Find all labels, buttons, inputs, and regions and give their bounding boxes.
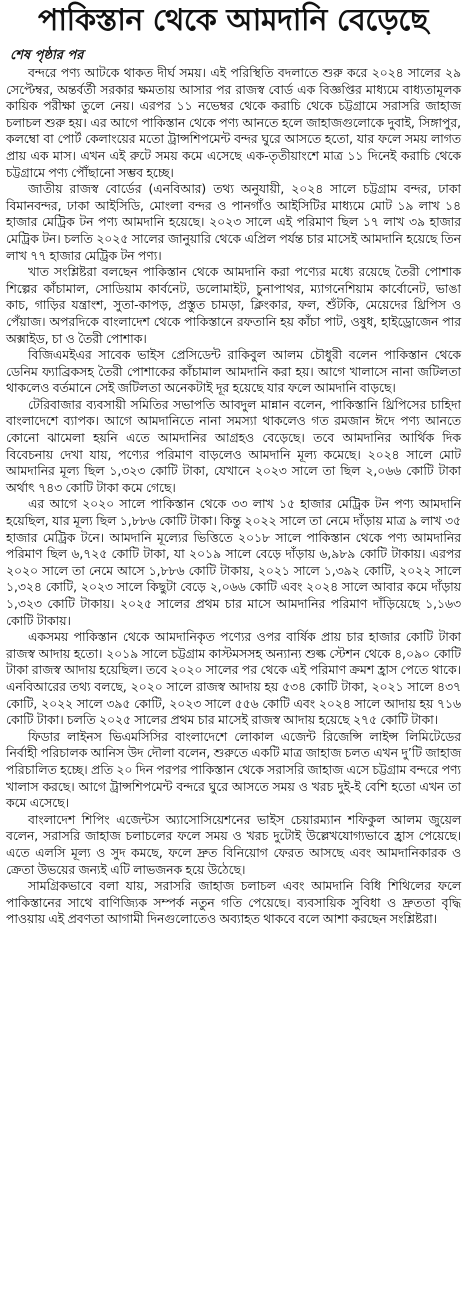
paragraph: খাত সংশ্লিষ্টরা বলছেন পাকিস্তান থেকে আমদানি করা পণ্যের মধ্যে রয়েছে তৈরী পোশাক শিল্পের কাঁচামাল, সোডিয়াম কার্বনেট, ডলোমাইট, চুনাপাথর, ম্যাগনেশিয়াম কার্বোনেট, ভাঙা কাচ, গাড়ির যন্ত্রাংশ, সুতা-কাপড়, প্রস্তুত চামড়া, ক্লিংকার, ফল, শুঁটকি, মেয়েদের থ্রিপিস ও পেঁয়াজ। অপরদিকে বাংলাদেশ থেকে পাকিস্তানে রফতানি হয় কাঁচা পাট, ওষুধ, হাইড্রোজেন পার অক্সাইড, চা ও তৈরী পোশাক। [6, 265, 461, 346]
paragraph: বিজিএমইএর সাবেক ভাইস প্রেসিডেন্ট রাকিবুল আলম চৌধুরী বলেন পাকিস্তান থেকে ডেনিম ফ্যাব্রিকসহ তৈরী পোশাকের কাঁচামাল আমদানি করা হয়। আগে খালাসে নানা জটিলতা থাকলেও বর্তমানে সেই জটিলতা অনেকটাই দূর হয়েছে যার ফলে আমদানি বাড়ছে। [6, 348, 461, 396]
article-body [6, 48, 461, 928]
paragraph: বন্দরে পণ্য আটকে থাকত দীর্ঘ সময়। এই পরিস্থিতি বদলাতে শুরু করে ২০২৪ সালের ২৯ সেপ্টেম্বর, অন্তর্বর্তী সরকার ক্ষমতায় আসার পর রাজস্ব বোর্ড এক বিজ্ঞপ্তির মাধ্যমে বাধ্যতামূলক কায়িক পরীক্ষা তুলে নেয়। এরপর ১১ নভেম্বর থেকে করাচি থেকে চট্টগ্রামে সরাসরি জাহাজ চলাচল শুরু হয়। এর আগে পাকিস্তান থেকে পণ্য আনতে হলে জাহাজগুলোকে দুবাই, সিঙ্গাপুর, কলম্বো বা পোর্ট কেলাংয়ের মতো ট্রান্সশিপমেন্ট বন্দর ঘুরে আসতে হতো, যার ফলে সময় লাগত প্রায় এক মাস। এখন এই রুটে সময় কমে এসেছে এক-তৃতীয়াংশে মাত্র ১১ দিনেই করাচি থেকে চট্টগ্রামে পণ্য পৌঁছানো সম্ভব হচ্ছে। [6, 66, 461, 180]
continued-label: শেষ পৃষ্ঠার পর [10, 48, 84, 63]
paragraph: টেরিবাজার ব্যবসায়ী সমিতির সভাপতি আবদুল মান্নান বলেন, পাকিস্তানি থ্রিপিসের চাহিদা বাংলাদেশে ব্যাপক। আগে আমদানিতে নানা সমস্যা থাকলেও গত রমজান ঈদে পণ্য আনতে কোনো ঝামেলা হয়নি এতে আমদানির আগ্রহও বেড়েছে। তবে আমদানির আর্থিক দিক বিবেচনায় দেখা যায়, পণ্যের পরিমাণ বাড়লেও আমদানি মূল্য কমেছে। ২০২৪ সালে মোট আমদানির মূল্য ছিল ১,৩২৩ কোটি টাকা, যেখানে ২০২৩ সালে তা ছিল ২,০৬৬ কোটি টাকা অর্থাৎ ৭৪৩ কোটি টাকা কমে গেছে। [6, 397, 461, 495]
paragraph: সামগ্রিকভাবে বলা যায়, সরাসরি জাহাজ চলাচল এবং আমদানি বিধি শিথিলের ফলে পাকিস্তানের সাথে বাণিজ্যিক সম্পর্ক নতুন গতি পেয়েছে। ব্যবসায়িক সুবিধা ও দ্রুততা বৃদ্ধি পাওয়ায় এই প্রবণতা আগামী দিনগুলোতেও অব্যাহত থাকবে বলে আশা করছেন সংশ্লিষ্টরা। [6, 879, 461, 927]
paragraph: এর আগে ২০২০ সালে পাকিস্তান থেকে ৩৩ লাখ ১৫ হাজার মেট্রিক টন পণ্য আমদানি হয়েছিল, যার মূল্য ছিল ১,৮৮৬ কোটি টাকা। কিন্তু ২০২২ সালে তা নেমে দাঁড়ায় মাত্র ৯ লাখ ৩৫ হাজার মেট্রিক টনে। আমদানি মূল্যের ভিত্তিতে ২০১৮ সালে পাকিস্তান থেকে পণ্য আমদানির পরিমাণ ছিল ৬,৭২৫ কোটি টাকা, যা ২০১৯ সালে বেড়ে দাঁড়ায় ৬,৯৮৯ কোটি টাকায়। এরপর ২০২০ সালে তা নেমে আসে ১,৮৮৬ কোটি টাকায়, ২০২১ সালে ১,৩৯২ কোটি, ২০২২ সালে ১,৩২৪ কোটি, ২০২৩ সালে কিছুটা বেড়ে ২,০৬৬ কোটি এবং ২০২৪ সালে আবার কমে দাঁড়ায় ১,৩২৩ কোটি টাকায়। ২০২৫ সালের প্রথম চার মাসে আমদানির পরিমাণ দাঁড়িয়েছে ১,১৬৩ কোটি টাকায়। [6, 497, 461, 628]
paragraph: বাংলাদেশ শিপিং এজেন্টস অ্যাসোসিয়েশনের ভাইস চেয়ারম্যান শফিকুল আলম জুয়েল বলেন, সরাসরি জাহাজ চলাচলের ফলে সময় ও খরচ দুটোই উল্লেখযোগ্যভাবে হ্রাস পেয়েছে। এতে এলসি মূল্য ও সুদ কমছে, ফলে দ্রুত বিনিয়োগ ফেরত আসছে এবং আমদানিকারক ও ক্রেতা উভয়ের জন্যই এটি লাভজনক হয়ে উঠেছে। [6, 812, 461, 877]
paragraph: জাতীয় রাজস্ব বোর্ডের (এনবিআর) তথ্য অনুযায়ী, ২০২৪ সালে চট্টগ্রাম বন্দর, ঢাকা বিমানবন্দর, ঢাকা আইসিডি, মোংলা বন্দর ও পানগাঁও আইসিটির মাধ্যমে মোট ১৯ লাখ ১৪ হাজার মেট্রিক টন পণ্য আমদানি হয়েছে। ২০২৩ সালে এই পরিমাণ ছিল ১৭ লাখ ৩৯ হাজার মেট্রিক টন। চলতি ২০২৫ সালের জানুয়ারি থেকে এপ্রিল পর্যন্ত চার মাসেই আমদানি হয়েছে তিন লাখ ৭৭ হাজার মেট্রিক টন পণ্য। [6, 182, 461, 263]
headline: পাকিস্তান থেকে আমদানি বেড়েছে [38, 3, 428, 38]
paragraph: একসময় পাকিস্তান থেকে আমদানিকৃত পণ্যের ওপর বার্ষিক প্রায় চার হাজার কোটি টাকা রাজস্ব আদায় হতো। ২০১৯ সালে চট্টগ্রাম কাস্টমসসহ অন্যান্য শুল্ক স্টেশন থেকে ৪,০৯০ কোটি টাকা রাজস্ব আদায় হয়েছিল। তবে ২০২০ সালের পর থেকে এই পরিমাণ ক্রমশ হ্রাস পেতে থাকে। এনবিআরের তথ্য বলছে, ২০২০ সালে রাজস্ব আদায় হয় ৫৩৪ কোটি টাকা, ২০২১ সালে ৪৩৭ কোটি, ২০২২ সালে ৩৯৫ কোটি, ২০২৩ সালে ৫৫৬ কোটি এবং ২০২৪ সালে আদায় হয় ৭১৬ কোটি টাকা। চলতি ২০২৫ সালের প্রথম চার মাসেই রাজস্ব আদায় হয়েছে ২৭৫ কোটি টাকা। [6, 630, 461, 728]
paragraph: ফিডার লাইনস ভিএমসিসির বাংলাদেশে লোকাল এজেন্ট রিজেন্সি লাইন্স লিমিটেডের নির্বাহী পরিচালক আনিস উদ দৌলা বলেন, শুরুতে একটি মাত্র জাহাজ চলত এখন দু’টি জাহাজ পরিচালিত হচ্ছে। প্রতি ২০ দিন পরপর পাকিস্তান থেকে সরাসরি জাহাজ এসে চট্টগ্রাম বন্দরে পণ্য খালাস করছে। আগে ট্রান্সশিপমেন্ট বন্দরে ঘুরে আসতে সময় ও খরচ দুই-ই বেশি হতো এখন তা কমে এসেছে। [6, 729, 461, 811]
